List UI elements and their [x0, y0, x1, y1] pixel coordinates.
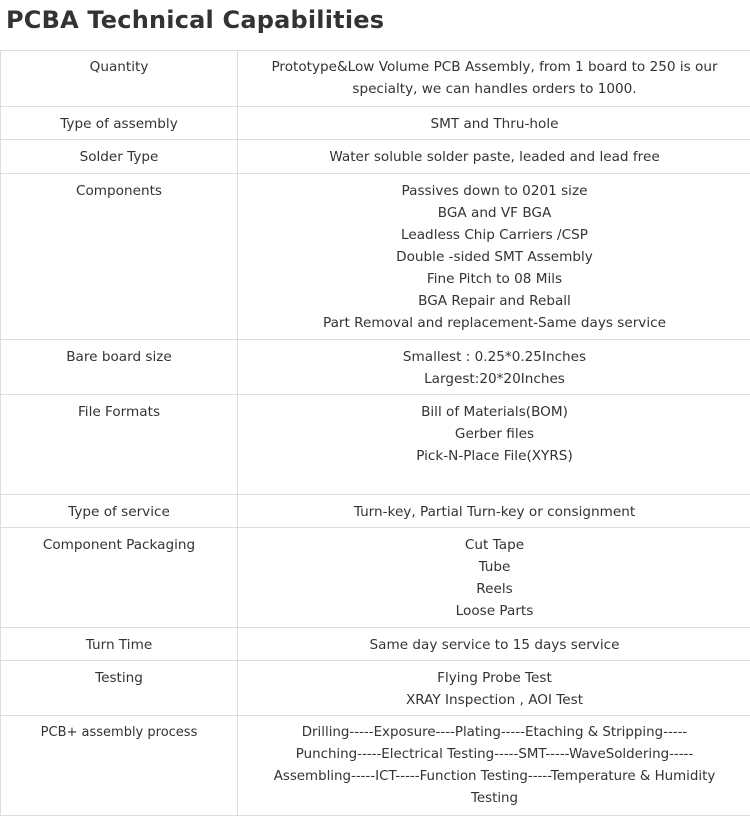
- row-value: [238, 174, 750, 340]
- table-row: [1, 340, 750, 395]
- value-line: Gerber files: [454, 426, 535, 442]
- value-line: Loose Parts: [455, 603, 534, 619]
- table-row: [1, 395, 750, 495]
- value-line: Bill of Materials(BOM): [421, 404, 568, 420]
- row-value: [238, 661, 750, 716]
- value-line: Fine Pitch to 08 Mils: [426, 271, 563, 287]
- row-label: Turn Time: [1, 628, 238, 661]
- capabilities-table: [0, 50, 750, 816]
- table-row: [1, 495, 750, 528]
- table-row: [1, 528, 750, 628]
- value-line: Cut Tape: [464, 537, 525, 553]
- value-line: Passives down to 0201 size: [401, 183, 588, 199]
- row-label: Type of assembly: [1, 107, 238, 140]
- row-value: [238, 495, 750, 528]
- row-label: Solder Type: [1, 140, 238, 174]
- row-value: [238, 107, 750, 140]
- row-value: [238, 716, 750, 816]
- value-line: XRAY Inspection , AOI Test: [405, 692, 584, 708]
- value-line: Pick-N-Place File(XYRS): [416, 448, 573, 464]
- value-line: BGA Repair and Reball: [418, 293, 571, 309]
- value-line: Water soluble solder paste, leaded and lead free: [329, 149, 660, 165]
- value-line: Smallest : 0.25*0.25Inches: [402, 349, 587, 365]
- value-line: BGA and VF BGA: [437, 205, 552, 221]
- table-row: [1, 107, 750, 140]
- page-title: PCBA Technical Capabilities: [6, 6, 385, 34]
- table-row: [1, 51, 750, 107]
- row-value: [238, 628, 750, 661]
- value-line: Largest:20*20Inches: [424, 371, 565, 387]
- row-label: PCB+ assembly process: [1, 716, 238, 816]
- table-row: [1, 661, 750, 716]
- row-value: [238, 140, 750, 174]
- value-line: Punching-----Electrical Testing-----SMT-----WaveSoldering-----: [295, 747, 694, 762]
- value-line: Tube: [478, 559, 511, 575]
- row-label: Quantity: [1, 51, 238, 107]
- row-value: [238, 528, 750, 628]
- value-line: Same day service to 15 days service: [369, 637, 620, 653]
- value-text: Prototype&Low Volume PCB Assembly, from 1 board to 250 is our specialty, we can handles orders to 1000.: [271, 59, 718, 97]
- row-label: File Formats: [1, 395, 238, 495]
- value-line: Reels: [476, 581, 513, 597]
- table-row: [1, 716, 750, 816]
- value-line: Part Removal and replacement-Same days service: [323, 315, 666, 331]
- value-line: Turn-key, Partial Turn-key or consignment: [353, 504, 636, 520]
- row-value: [238, 395, 750, 495]
- row-label: Component Packaging: [1, 528, 238, 628]
- table-row: [1, 140, 750, 174]
- row-label: Bare board size: [1, 340, 238, 395]
- value-line: Assembling-----ICT-----Function Testing-----Temperature & Humidity: [273, 769, 716, 784]
- row-value: [238, 51, 750, 107]
- value-line: Leadless Chip Carriers /CSP: [401, 227, 588, 243]
- row-label: Type of service: [1, 495, 238, 528]
- value-line: Double -sided SMT Assembly: [396, 249, 593, 265]
- value-line: Flying Probe Test: [437, 670, 552, 686]
- row-value: [238, 340, 750, 395]
- table-row: [1, 628, 750, 661]
- row-label: Components: [1, 174, 238, 340]
- value-line: Drilling-----Exposure----Plating-----Etaching & Stripping-----: [301, 725, 688, 740]
- table-row: [1, 174, 750, 340]
- value-line: Testing: [470, 791, 519, 806]
- row-label: Testing: [1, 661, 238, 716]
- value-line: SMT and Thru-hole: [430, 116, 559, 132]
